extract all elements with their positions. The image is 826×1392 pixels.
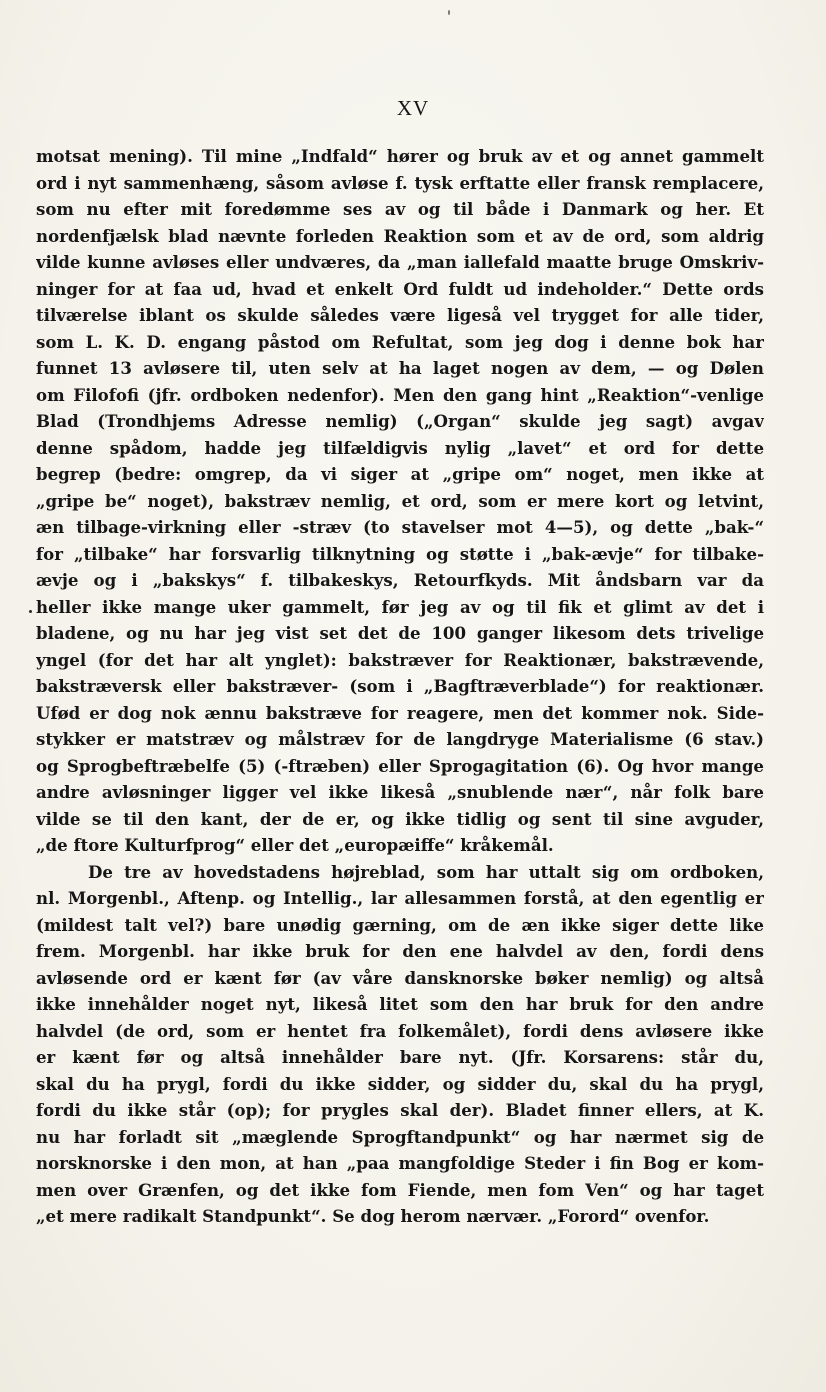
- page-number: XV: [396, 96, 430, 120]
- text-line: „de ftore Kulturfprog“ eller det „europæiffe“ kråkemål.: [36, 835, 554, 855]
- text-line: ninger for at faa ud, hvad et enkelt Ord fuldt ud indeholder.“ Dette ords: [36, 278, 764, 299]
- text-line: ikke innehålder noget nyt, likeså litet som den har bruk for den andre: [36, 994, 764, 1014]
- text-line: Blad (Trondhjems Adresse nemlig) („Organ“ skulde jeg sagt) avgav: [36, 411, 764, 431]
- text-line: heller ikke mange uker gammelt, før jeg av og til fik et glimt av det i: [36, 596, 764, 617]
- text-line: tilværelse iblant os skulde således være ligeså vel trygget for alle tider,: [36, 305, 764, 325]
- text-line: nl. Morgenbl., Aftenp. og Intellig., lar allesammen forstå, at den egentlig er: [36, 888, 764, 908]
- text-line: skal du ha prygl, fordi du ikke sidder, og sidder du, skal du ha prygl,: [36, 1073, 764, 1094]
- text-line: frem. Morgenbl. har ikke bruk for den ene halvdel av den, fordi dens: [36, 941, 764, 961]
- text-line: norsknorske i den mon, at han „paa mangfoldige Steder i fin Bog er kom-: [36, 1153, 764, 1173]
- paper-speck: [29, 610, 32, 613]
- text-line: begrep (bedre: omgrep, da vi siger at „gripe om“ noget, men ikke at: [36, 464, 764, 484]
- text-line: denne spådom, hadde jeg tilfældigvis nylig „lavet“ et ord for dette: [36, 437, 764, 458]
- text-line: nu har forladt sit „mæglende Sprogftandpunkt“ og har nærmet sig de: [36, 1126, 764, 1147]
- text-line: „gripe be“ noget), bakstræv nemlig, et ord, som er mere kort og letvint,: [36, 490, 764, 511]
- text-line: og Sprogbeftræbelfe (5) (-ftræben) eller Sprogagitation (6). Og hvor mange: [36, 755, 764, 776]
- text-line: halvdel (de ord, som er hentet fra folkemålet), fordi dens avløsere ikke: [36, 1020, 764, 1041]
- text-line: De tre av hovedstadens højreblad, som har uttalt sig om ordboken,: [88, 861, 764, 882]
- text-line: motsat mening). Til mine „Indfald“ hører og bruk av et og annet gammelt: [36, 146, 764, 166]
- text-line: nordenfjælsk blad nævnte forleden Reaktion som et av de ord, som aldrig: [36, 225, 764, 246]
- text-line: men over Grænfen, og det ikke fom Fiende, men fom Ven“ og har taget: [36, 1179, 764, 1200]
- text-line: stykker er matstræv og målstræv for de langdryge Materialisme (6 stav.): [36, 729, 764, 749]
- text-line: bakstræversk eller bakstræver- (som i „Bagftræverblade“) for reaktionær.: [36, 676, 764, 696]
- text-line: Ufød er dog nok ænnu bakstræve for reagere, men det kommer nok. Side-: [36, 702, 764, 723]
- text-line: æn tilbage-virkning eller -stræv (to stavelser mot 4—5), og dette „bak-“: [36, 517, 764, 537]
- text-line: vilde kunne avløses eller undværes, da „man iallefald maatte bruge Omskriv-: [36, 252, 764, 272]
- text-line: er kænt før og altså innehålder bare nyt. (Jfr. Korsarens: står du,: [36, 1047, 764, 1067]
- text-line: (mildest talt vel?) bare unødig gærning, om de æn ikke siger dette like: [36, 914, 764, 935]
- text-line: for „tilbake“ har forsvarlig tilknytning og støtte i „bak-ævje“ for tilbake-: [36, 543, 764, 564]
- text-line: om Filofofi (jfr. ordboken nedenfor). Men den gang hint „Reaktion“-venlige: [36, 384, 764, 405]
- text-line: bladene, og nu har jeg vist set det de 100 ganger likesom dets trivelige: [36, 623, 764, 643]
- text-line: „et mere radikalt Standpunkt“. Se dog herom nærvær. „Forord“ ovenfor.: [36, 1206, 710, 1226]
- paper-speck: [448, 10, 450, 15]
- text-line: ævje og i „bakskys“ f. tilbakeskys, Retourfkyds. Mit åndsbarn var da: [36, 570, 764, 590]
- text-line: som nu efter mit foredømme ses av og til både i Danmark og her. Et: [36, 199, 764, 219]
- text-line: fordi du ikke står (op); for prygles skal der). Bladet finner ellers, at K.: [36, 1100, 764, 1120]
- text-line: avløsende ord er kænt før (av våre dansknorske bøker nemlig) og altså: [36, 967, 764, 988]
- text-line: ord i nyt sammenhæng, såsom avløse f. tysk erftatte eller fransk remplacere,: [36, 172, 764, 193]
- text-line: yngel (for det har alt ynglet): bakstræver for Reaktionær, bakstrævende,: [36, 649, 764, 670]
- text-line: vilde se til den kant, der de er, og ikke tidlig og sent til sine avguder,: [36, 808, 764, 829]
- text-line: funnet 13 avløsere til, uten selv at ha laget nogen av dem, — og Dølen: [36, 358, 764, 378]
- body-text: [36, 143, 764, 1230]
- text-line: som L. K. D. engang påstod om Refultat, som jeg dog i denne bok har: [36, 331, 764, 352]
- text-line: andre avløsninger ligger vel ikke likeså „snublende nær“, når folk bare: [36, 782, 764, 802]
